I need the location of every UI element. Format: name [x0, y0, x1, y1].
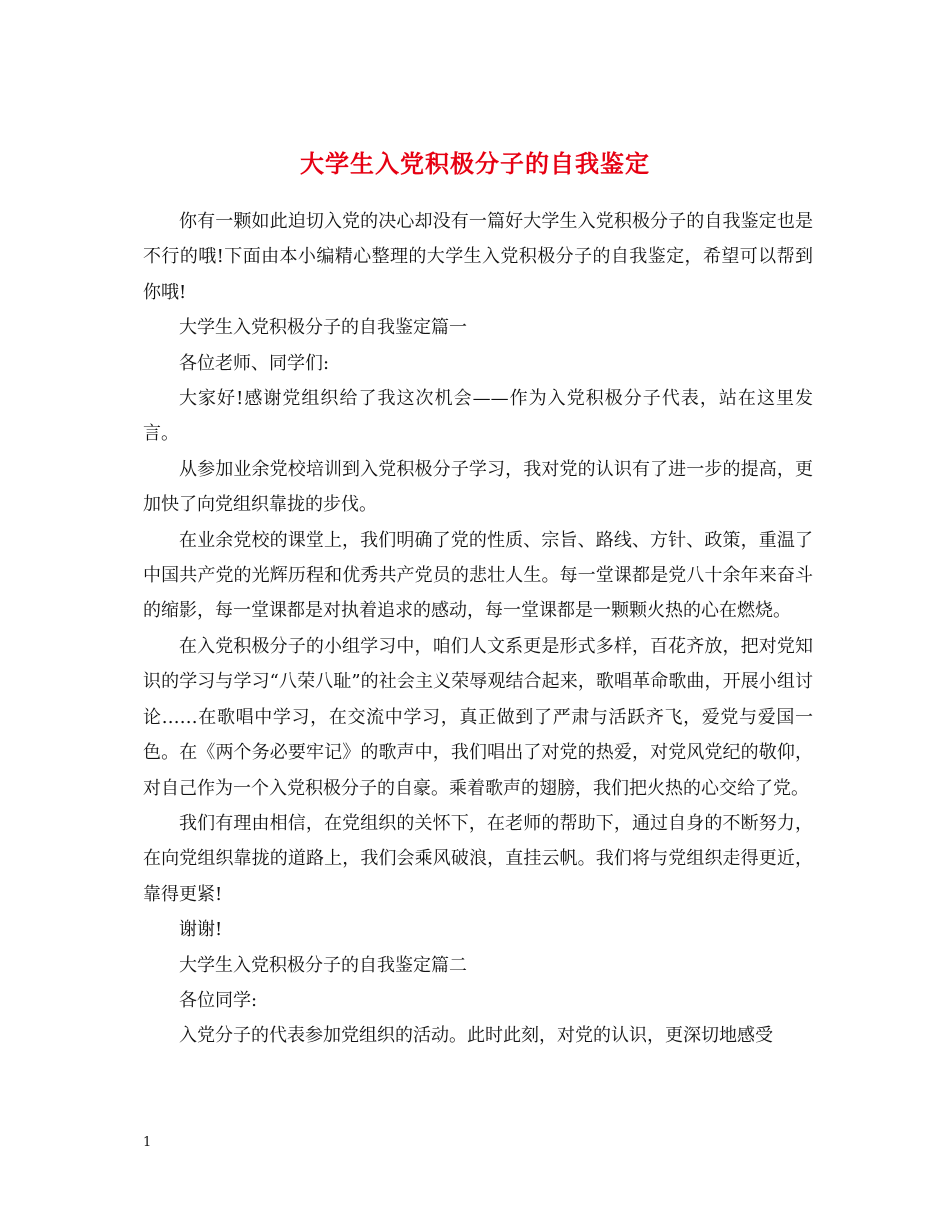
closing-thanks: 谢谢!: [179, 919, 223, 941]
section-heading-1: 大学生入党积极分子的自我鉴定篇一: [179, 317, 467, 339]
paragraph-intro: 你有一颗如此迫切入党的决心却没有一篇好大学生入党积极分子的自我鉴定也是不行的哦!下面由本小编精心整理的大学生入党积极分子的自我鉴定，希望可以帮到你哦!: [143, 211, 813, 303]
paragraph-training: 从参加业余党校培训到入党积极分子学习，我对党的认识有了进一步的提高，更加快了向党组织靠拢的步伐。: [143, 458, 813, 516]
section-heading-2: 大学生入党积极分子的自我鉴定篇二: [179, 954, 467, 976]
paragraph-group-study: 在入党积极分子的小组学习中，咱们人文系更是形式多样，百花齐放，把对党知识的学习与学习“八荣八耻”的社会主义荣辱观结合起来，歌唱革命歌曲，开展小组讨论……在歌唱中学习，在交流中学习，真正做到了严肃与活跃齐飞，爱党与爱国一色。在《两个务必要牢记》的歌声中，我们唱出了对党的热爱，对党风党纪的敬仰，对自己作为一个入党积极分子的自豪。乘着歌声的翅膀，我们把火热的心交给了党。: [143, 635, 813, 799]
salutation-2: 各位同学:: [179, 989, 258, 1011]
paragraph-activity: 入党分子的代表参加党组织的活动。此时此刻，对党的认识，更深切地感受: [179, 1025, 773, 1047]
salutation-1: 各位老师、同学们:: [179, 352, 330, 374]
paragraph-thanks: 大家好!感谢党组织给了我这次机会——作为入党积极分子代表，站在这里发言。: [143, 388, 813, 445]
page-number: 1: [143, 1135, 152, 1150]
paragraph-belief: 我们有理由相信，在党组织的关怀下，在老师的帮助下，通过自身的不断努力，在向党组织靠拢的道路上，我们会乘风破浪，直挂云帆。我们将与党组织走得更近，靠得更紧!: [143, 812, 813, 905]
document-body: [143, 204, 813, 1054]
paragraph-classroom: 在业余党校的课堂上，我们明确了党的性质、宗旨、路线、方针、政策，重温了中国共产党的光辉历程和优秀共产党员的悲壮人生。每一堂课都是党八十余年来奋斗的缩影，每一堂课都是对执着追求的感动，每一堂课都是一颗颗火热的心在燃烧。: [143, 529, 813, 622]
document-title: 大学生入党积极分子的自我鉴定: [300, 149, 650, 179]
